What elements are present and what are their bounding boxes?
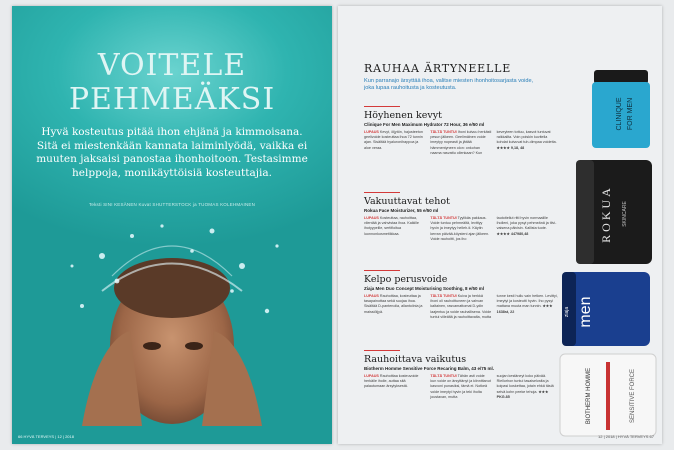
feel-text: Tähän asti voide kun voide on ärsyttänyt ja kiinnittanut kasvoni punasiksi, tämä ei. Notkeä voide imeytyi hyvin ja teki iholta joustavan, mutta	[430, 374, 491, 399]
rating: ★★★★ 447980,48	[496, 231, 529, 236]
feel-text: Ihoni kuivuu herkästi pesun jälkeen. Geelimäinen voide imeytyy nopeasti ja jättää hämmentyneen olon: onkohan naama rasvattu ollenkaan? Kun	[430, 130, 492, 155]
entry-verdict	[497, 130, 558, 156]
entry-verdict	[497, 374, 558, 400]
product-entry	[364, 106, 558, 156]
promise-label: LUPAUS	[364, 216, 379, 220]
entry-verdict	[497, 294, 558, 320]
section-heading: RAUHAA ÄRTYNEELLE	[364, 62, 512, 75]
entry-feel	[430, 130, 491, 156]
verdict-text: keveyteen tottuu, kasvot tuntuvat raikkailta. Voin poiskin kuvitella kohdat kuivuvat tuh-dimpaa voidetta.	[496, 130, 557, 145]
verdict-text: suojan kestäneyt koko päivää. Riellorhon tuntui tasaiselvalta ja koipasi koskettaa, jotain ehkä täsiä selvä kohn peeke tehoja.	[496, 374, 554, 394]
rokua-sublabel: SKINCARE	[622, 201, 628, 227]
promise-text: Rauhoittaa, kosteuttaa ja tasapainottaa sekä suojaa ihoa. Sisältää D-pantenolia, allantoiinia ja maissiöljyä.	[364, 294, 423, 314]
clinique-label: CLINIQUE	[616, 97, 623, 131]
feel-label: TÄLTÄ TUNTUI	[430, 216, 457, 220]
left-page	[12, 6, 332, 444]
entry-rule	[364, 192, 400, 193]
rating: ★★★ PKG.85	[496, 389, 549, 399]
entry-subtitle: Ziaja Men Duo Concept Moisturising Soothing, 8 e/50 ml	[364, 286, 485, 291]
promise-label: LUPAUS	[364, 294, 379, 298]
rating: ★★★ 1638st, 22	[496, 304, 553, 314]
entry-promise	[364, 294, 425, 320]
article-credits: Teksti SINI KESÄNEN Kuvat SHUTTERSTOCK ja TUOMAS KOLEHMAINEN	[88, 202, 256, 207]
entry-title: Vakuuttavat tehot	[364, 196, 450, 207]
page-folio-left: 66 HYVÄ TERVEYS | 12 | 2018	[18, 434, 74, 439]
product-entry	[364, 192, 558, 242]
page-folio-right: 12 | 2018 | HYVÄ TERVEYS 67	[598, 434, 654, 439]
entry-title: Höyhenen kevyt	[364, 110, 442, 121]
entry-feel	[430, 374, 491, 400]
entry-title: Rauhoittava vaikutus	[364, 354, 467, 365]
entry-promise	[364, 216, 425, 242]
entry-promise	[364, 374, 425, 400]
verdict-text: tautoitellut ritti hyvin normaalille iholleni, joka pysyi pehmeänä ja tiivi-vaisena päivisin. Kallista tuote.	[496, 216, 557, 231]
article-title-line-1: VOITELE	[97, 48, 247, 83]
product-entry	[364, 270, 558, 320]
entry-rule	[364, 106, 400, 107]
feel-label: TÄLTÄ TUNTUI	[430, 374, 457, 378]
clinique-sublabel: FOR MEN	[627, 97, 634, 131]
entry-subtitle: Biotherm Homme Sensitive Force Recaring Balm, 43 e/75 ml.	[364, 366, 495, 371]
promise-text: Rauhoittaa kosteuvoide herkälle iholle, auttaa sitä palautumaan ärsytyksestä.	[364, 374, 419, 389]
biotherm-tube-image	[558, 352, 658, 438]
entry-feel	[430, 294, 491, 320]
feel-label: TÄLTÄ TUNTUI	[430, 130, 457, 134]
entry-subtitle: Clinique For Men Maximum Hydrator 72 Hour, 36 e/50 ml	[364, 122, 485, 127]
section-intro: Kun parranajo ärsyttää ihoa, valitse miesten ihonhoitosarjasta voide, joka lupaa rauhoitusta ja kosteutusta.	[364, 78, 534, 91]
entry-title: Kelpo perusvoide	[364, 274, 448, 285]
entry-rule	[364, 270, 400, 271]
promise-label: LUPAUS	[364, 374, 379, 378]
entry-promise	[364, 130, 425, 156]
rokua-label: ROKUA	[599, 185, 613, 243]
article-lede: Hyvä kosteutus pitää ihon ehjänä ja kimmoisana. Sitä ei miestenkään kannata laiminlyödä, vaikka ei muuten jaksaisi panostaa ihonhoitoon. Testasimme helppoja, monikäyttöisiä kosteuttajia.	[36, 126, 308, 179]
ziaja-tube-image	[560, 268, 652, 352]
rating: ★★★★ 9,18, 48	[496, 145, 525, 150]
ziaja-brand: ziaja	[564, 306, 570, 318]
clinique-jar-image	[588, 68, 652, 152]
entry-subtitle: Rokua Face Moisturizer, 55 e/50 ml	[364, 208, 439, 213]
promise-text: Kosteuttaa, rauhoittaa, vilentää ja vahvistaa ihoa. Kaikille ihotyypeille, sertifioitua luonnonkosmetiikkaa.	[364, 216, 419, 236]
verdict-text: tunne kesti hullu vain hetken. Levittyi, imeytyi ja kosteutti hyvin. Iho pysyi mattana muuta man tunnin.	[496, 294, 558, 309]
right-page	[338, 6, 662, 444]
feel-label: TÄLTÄ TUNTUI	[430, 294, 457, 298]
ziaja-label: men	[577, 296, 594, 328]
entry-feel	[430, 216, 491, 242]
article-title-line-2: PEHMEÄKSI	[68, 82, 276, 117]
promise-text: Kevyt, öljytön, hajusteeton geelivoide kosteuttaa ihoa 72 tunnin ajan. Sisältää hyaluronihappoa ja aloe veraa.	[364, 130, 423, 150]
product-entry	[364, 350, 558, 400]
face-splash-photo	[42, 196, 302, 426]
rokua-jar-image	[570, 158, 654, 270]
feel-text: Kuiva ja herkkä ihoni oli rauhoittuneen ja vahvan kaltainen, rasvamattomat D-ydin laajentuu ja voide rauhallisena. Voide tuntui viileältä ja rauhoittavalta, mutta	[430, 294, 492, 319]
biotherm-label: BIOTHERM HOMME	[586, 367, 592, 425]
entry-verdict	[497, 216, 558, 242]
entry-rule	[364, 350, 400, 351]
feel-text: Tyylikäs pakkaus. Voide tuntuu pehmeältä, levittyy hyvin ja imeytyy helleh-ti. Käytin kerran päivää-köysteni ajan jälkeen. Voide rauhoitti, jos iho	[430, 216, 490, 241]
promise-label: LUPAUS	[364, 130, 379, 134]
biotherm-sublabel: SENSITIVE FORCE	[630, 368, 636, 424]
